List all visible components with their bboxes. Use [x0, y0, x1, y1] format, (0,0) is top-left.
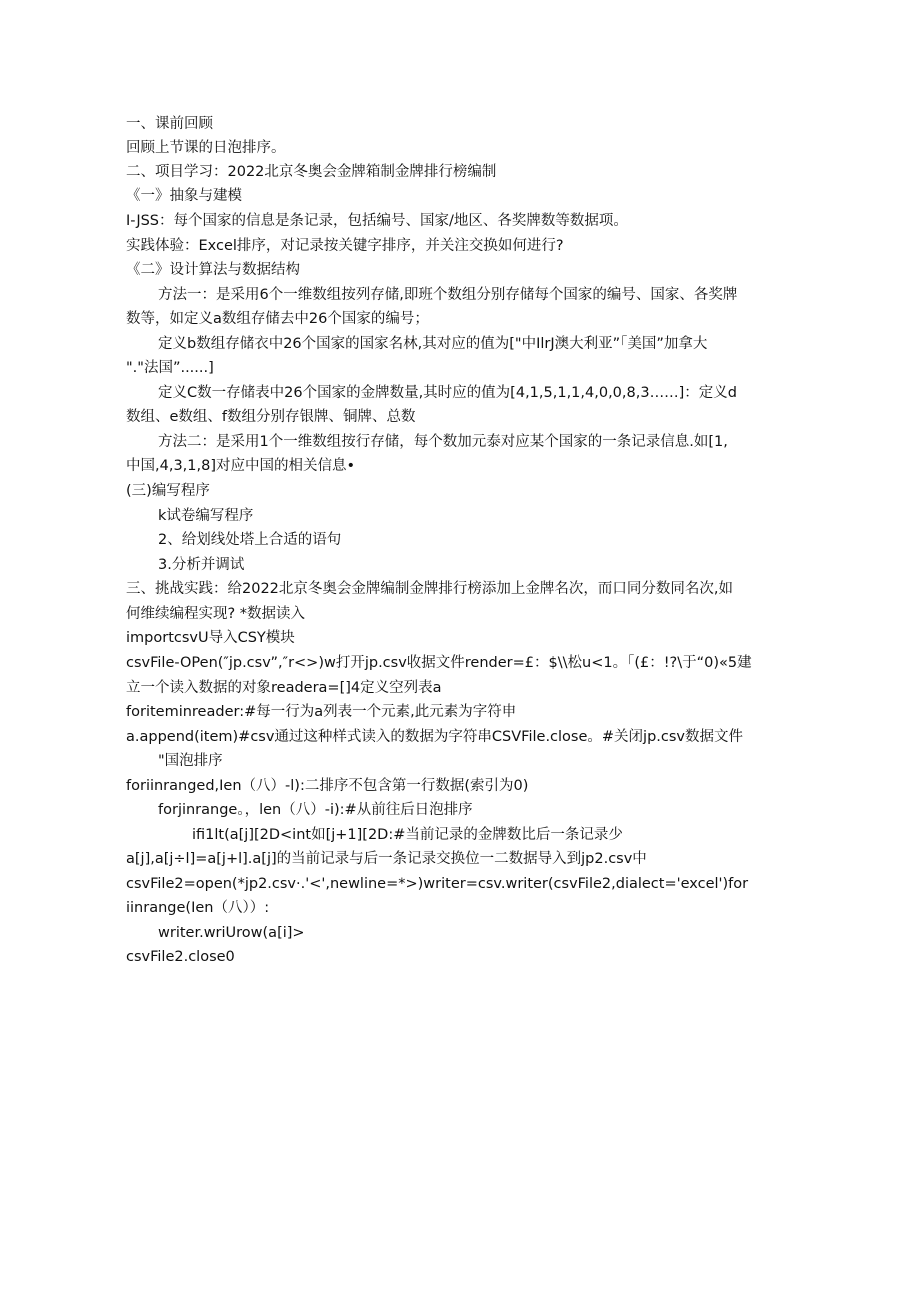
code-line: csvFile2=open(*jp2.csv·.'<',newline=*>)writer=csv.writer(csvFile2,dialect='excel')for: [126, 876, 749, 892]
text-line: 数等，如定义a数组存储去中26个国家的编号；: [126, 311, 429, 327]
heading-review: 一、课前回顾: [126, 116, 213, 132]
text-line: "."法国”......]: [126, 360, 214, 376]
text-line: 回顾上节课的日泡排序。: [126, 140, 286, 156]
code-line: foriinranged,Ien（八）-l):二排序不包含第一行数据(索引为0): [126, 778, 529, 794]
text-line: 实践体验：Excel排序，对记录按关键字排序，并关注交换如何进行?: [126, 238, 564, 254]
subheading-algorithm: 《二》设计算法与数据结构: [126, 262, 300, 278]
heading-project: 二、项目学习：2022北京冬奥会金牌箱制金牌排行榜编制: [126, 164, 497, 180]
text-line: 3.分析并调试: [158, 557, 245, 573]
text-line: 定义C数一存储表中26个国家的金牌数量,其时应的值为[4,1,5,1,1,4,0,0,8,3……]：定义d: [158, 385, 737, 401]
code-line: ifi1lt(a[j][2D<int如[j+1][2D:#当前记录的金牌数比后一条记录少: [192, 827, 623, 843]
code-line: 立一个读入数据的对象readera=[]4定义空列表a: [126, 680, 442, 696]
code-line: writer.wriUrow(a[i]>: [158, 925, 305, 941]
code-line: a[j],a[j÷l]=a[j+l].a[j]的当前记录与后一条记录交换位一二数据导入到jp2.csv中: [126, 851, 647, 867]
code-line: iinrange(Ien（八））:: [126, 900, 270, 916]
text-line: 方法二：是采用1个一维数组按行存储，每个数加元泰对应某个国家的一条记录信息.如[1,: [158, 434, 728, 450]
code-line: csvFile2.close0: [126, 949, 235, 965]
text-line: 中国,4,3,1,8]对应中国的相关信息•: [126, 458, 356, 474]
text-line: k试卷编写程序: [158, 508, 254, 524]
text-line: I-JSS：每个国家的信息是条记录，包括编号、国家/地区、各奖牌数等数据项。: [126, 213, 628, 229]
code-line: a.append(item)#csv通过这种样式读入的数据为字符串CSVFile.close。#关闭jp.csv数据文件: [126, 729, 743, 745]
code-line: "国泡排序: [158, 753, 223, 769]
text-line: 方法一：是采用6个一维数组按列存储,即班个数组分别存储每个国家的编号、国家、各奖牌: [158, 287, 738, 303]
text-line: 何维续编程实现? *数据读入: [126, 606, 306, 622]
subheading-abstraction: 《一》抽象与建模: [126, 188, 242, 204]
subheading-programming: (三)编写程序: [126, 483, 210, 499]
text-line: 2、给划线处塔上合适的语句: [158, 532, 342, 548]
code-line: foriteminreader:#每一行为a列表一个元素,此元素为字符申: [126, 704, 517, 720]
heading-challenge: 三、挑战实践：给2022北京冬奥会金牌编制金牌排行榜添加上金牌名次，而口同分数同名次,如: [126, 581, 734, 597]
text-line: 数组、e数组、f数组分别存银牌、铜牌、总数: [126, 409, 416, 425]
code-line: forjinrange。，len（八）-i):#从前往后日泡排序: [158, 802, 473, 818]
code-line: csvFile-OPen(″jp.csv”,″r<>)w打开jp.csv收据文件render=£：$\\松u<1。「(£：!?\于“0)«5建: [126, 655, 752, 671]
code-line: importcsvU导入CSY模块: [126, 630, 295, 646]
text-line: 定义b数组存储衣中26个国家的国家名林,其对应的值为["中IlrJ澳大利亚”「美国”加拿大: [158, 336, 708, 352]
